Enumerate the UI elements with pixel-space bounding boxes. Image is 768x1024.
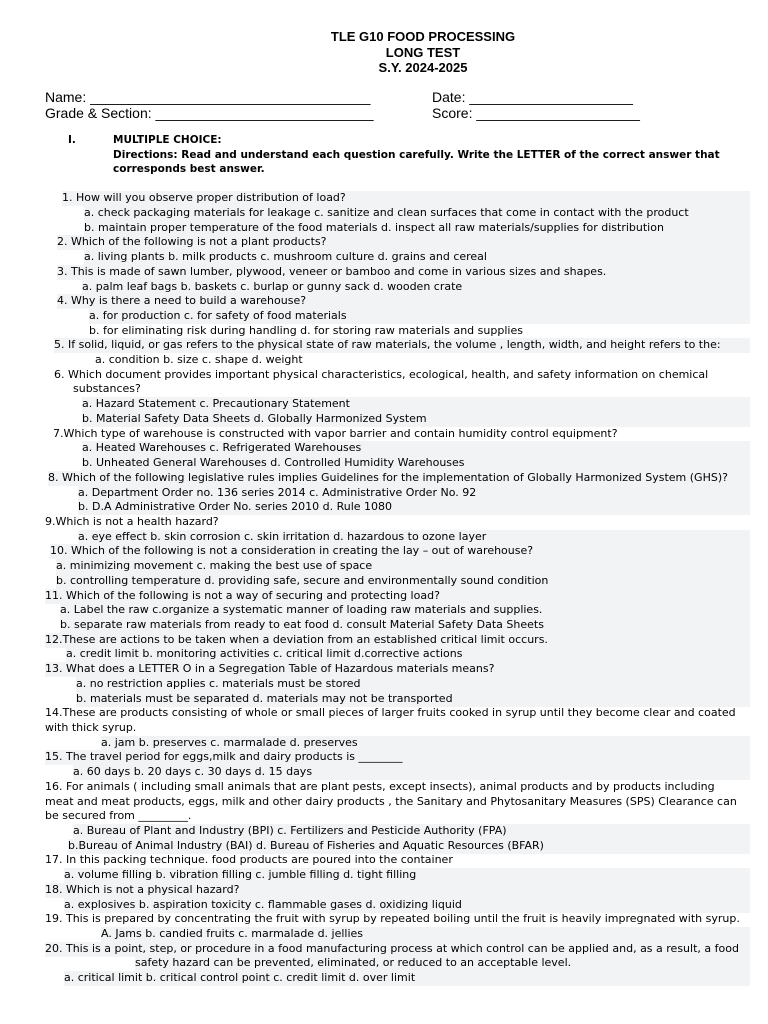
choice-line: b.Bureau of Animal Industry (BAI) d. Bureau of Fisheries and Aquatic Resources (BFAR) [68, 839, 750, 854]
question-3: 3. This is made of sawn lumber, plywood, veneer or bamboo and come in various sizes and shapes. [57, 265, 750, 280]
choice-line: b. Unheated General Warehouses d. Controlled Humidity Warehouses [82, 456, 750, 471]
choice-line: b. D.A Administrative Order No. series 2010 d. Rule 1080 [78, 500, 750, 515]
choice-line: a. volume filling b. vibration filling c. jumble filling d. tight filling [64, 868, 750, 883]
school-year: S.Y. 2024-2025 [378, 60, 468, 75]
choice-line: a. palm leaf bags b. baskets c. burlap or gunny sack d. wooden crate [82, 280, 750, 295]
directions-line-2: corresponds best answer. [113, 163, 265, 175]
choice-line: a. explosives b. aspiration toxicity c. flammable gases d. oxidizing liquid [64, 898, 750, 913]
question-5: 5. If solid, liquid, or gas refers to the physical state of raw materials, the volume , length, width, and height refers to the: [54, 338, 750, 353]
choice-line: a. minimizing movement c. making the best use of space [56, 559, 750, 574]
question-1: 1. How will you observe proper distribution of load? [62, 191, 750, 206]
choice-line: b. Material Safety Data Sheets d. Globally Harmonized System [82, 412, 750, 427]
test-title: TLE G10 FOOD PROCESSING [330, 29, 516, 44]
question-7: 7.Which type of warehouse is constructed with vapor barrier and contain humidity control equipment? [53, 427, 618, 440]
choice-line: a. check packaging materials for leakage c. sanitize and clean surfaces that come in contact with the product [84, 206, 750, 221]
grade-section-field: Grade & Section: ____________________________ [45, 105, 374, 121]
question-14-continued: with thick syrup. [45, 721, 137, 734]
choice-line: b. separate raw materials from ready to eat food d. consult Material Safety Data Sheets [60, 618, 750, 633]
question-2: 2. Which of the following is not a plant products? [57, 235, 750, 250]
question-16-continued: be secured from _________. [45, 809, 192, 822]
question-12: 12.These are actions to be taken when a deviation from an established critical limit occurs. [45, 633, 750, 648]
choice-line: b. materials must be separated d. materials may not be transported [76, 692, 750, 707]
question-8: 8. Which of the following legislative rules implies Guidelines for the implementation of Globally Harmonized System (GHS)? [48, 471, 750, 486]
question-15: 15. The travel period for eggs,milk and dairy products is ________ [45, 750, 750, 765]
choice-line: a. Heated Warehouses c. Refrigerated Warehouses [82, 441, 750, 456]
question-16-continued: meat and meat products, eggs, milk and other dairy products , the Sanitary and Phytosanitary Measures (SPS) Clearance can [45, 795, 737, 808]
question-10: 10. Which of the following is not a consideration in creating the lay – out of warehouse? [50, 544, 750, 559]
question-20: 20. This is a point, step, or procedure in a food manufacturing process at which control can be applied and, as a result, a food [45, 942, 750, 957]
question-16: 16. For animals ( including small animals that are plant pests, except insects), animal products and by products including [45, 780, 715, 793]
choice-line: a. condition b. size c. shape d. weight [95, 353, 303, 366]
section-title: MULTIPLE CHOICE: [113, 134, 222, 146]
question-14: 14.These are products consisting of whole or small pieces of larger fruits cooked in syrup until they become clear and coated [45, 706, 736, 719]
question-4: 4. Why is there a need to build a warehouse? [57, 294, 750, 309]
choice-line: a. Label the raw c.organize a systematic manner of loading raw materials and supplies. [60, 603, 750, 618]
question-6: 6. Which document provides important physical characteristics, ecological, health, and safety information on chemical [54, 368, 709, 381]
question-9: 9.Which is not a health hazard? [45, 515, 219, 528]
question-6-continued: substances? [73, 382, 141, 395]
choice-line: a. critical limit b. critical control point c. credit limit d. over limit [64, 971, 750, 986]
date-field: Date: _____________________ [432, 89, 633, 105]
choice-line: b. controlling temperature d. providing safe, secure and environmentally sound condition [56, 574, 750, 589]
name-field: Name: ____________________________________ [45, 89, 371, 105]
choice-line: A. Jams b. candied fruits c. marmalade d. jellies [101, 927, 750, 942]
question-17: 17. In this packing technique. food products are poured into the container [45, 853, 453, 866]
question-18: 18. Which is not a physical hazard? [45, 883, 750, 898]
score-field: Score: _____________________ [432, 105, 640, 121]
test-subtitle: LONG TEST [385, 45, 461, 60]
question-11: 11. Which of the following is not a way of securing and protecting load? [45, 589, 750, 604]
choice-line: b. maintain proper temperature of the food materials d. inspect all raw materials/supplies for distribution [84, 221, 750, 236]
directions-line-1: Directions: Read and understand each question carefully. Write the LETTER of the correct answer that [113, 149, 720, 161]
choice-line: a. Department Order no. 136 series 2014 c. Administrative Order No. 92 [78, 486, 750, 501]
section-number: I. [68, 134, 76, 146]
question-20-continued: safety hazard can be prevented, eliminated, or reduced to an acceptable level. [135, 956, 750, 971]
choice-line: a. for production c. for safety of food materials [89, 309, 750, 324]
choice-line: b. for eliminating risk during handling d. for storing raw materials and supplies [89, 324, 523, 337]
question-13: 13. What does a LETTER O in a Segregation Table of Hazardous materials means? [45, 662, 750, 677]
choice-line: a. jam b. preserves c. marmalade d. preserves [101, 736, 750, 751]
choice-line: a. no restriction applies c. materials must be stored [76, 677, 750, 692]
question-19: 19. This is prepared by concentrating the fruit with syrup by repeated boiling until the fruit is heavily impregnated with syrup. [45, 912, 740, 925]
choice-line: a. credit limit b. monitoring activities c. critical limit d.corrective actions [66, 647, 750, 662]
choice-line: a. eye effect b. skin corrosion c. skin irritation d. hazardous to ozone layer [78, 530, 750, 545]
choice-line: a. Bureau of Plant and Industry (BPI) c. Fertilizers and Pesticide Authority (FPA) [73, 824, 750, 839]
choice-line: a. 60 days b. 20 days c. 30 days d. 15 days [73, 765, 750, 780]
choice-line: a. Hazard Statement c. Precautionary Statement [82, 397, 750, 412]
choice-line: a. living plants b. milk products c. mushroom culture d. grains and cereal [84, 250, 750, 265]
